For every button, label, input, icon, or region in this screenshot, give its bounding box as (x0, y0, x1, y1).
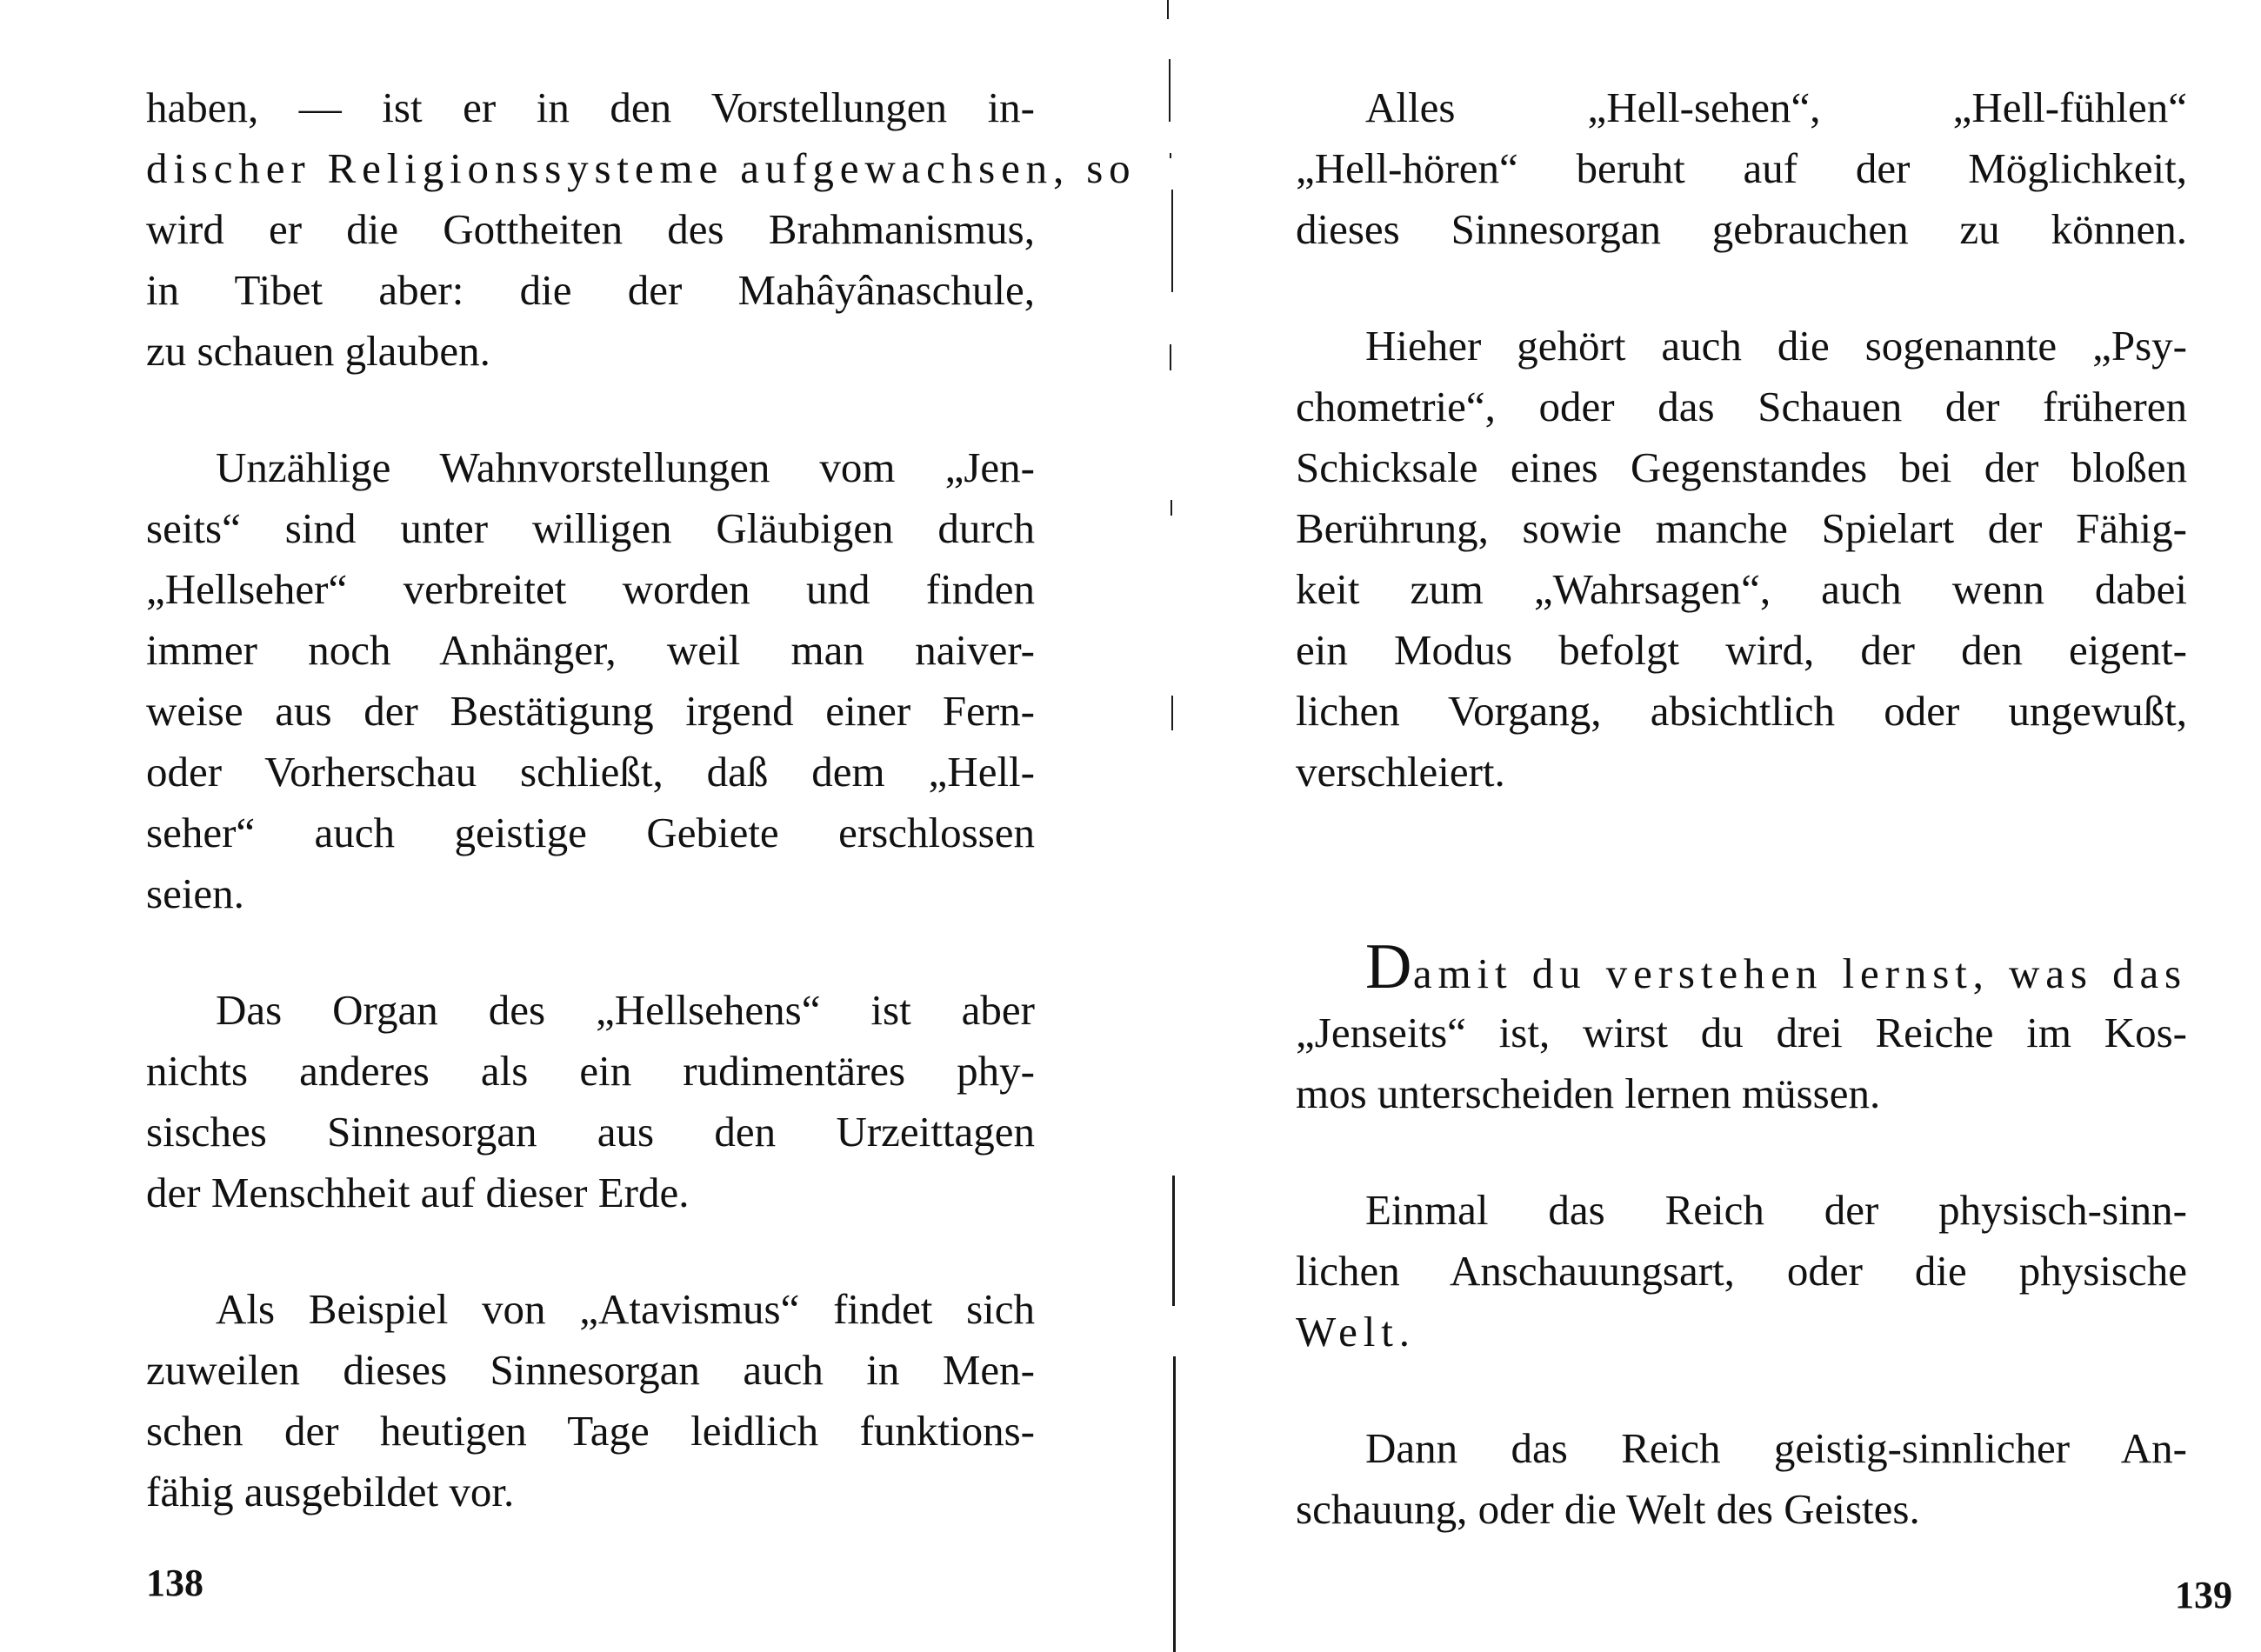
text-line: wird er die Gottheiten des Brahmanismus, (146, 205, 1035, 253)
text-line: zu schauen glauben. (146, 327, 490, 375)
text-line: seher“ auch geistige Gebiete erschlossen (146, 809, 1035, 856)
text-line: sisches Sinnesorgan aus den Urzeittagen (146, 1108, 1035, 1156)
text-line: discher Religionssysteme aufgewachsen, so (146, 144, 1137, 192)
text-line: mos unterscheiden lernen müssen. (1296, 1069, 1881, 1117)
text-line: haben, — ist er in den Vorstellungen in- (146, 83, 1035, 131)
text-line: nichts anderes als ein rudimentäres phy- (146, 1047, 1035, 1095)
text-line: chometrie“, oder das Schauen der früheren (1296, 383, 2187, 430)
page-number: 139 (2175, 1574, 2232, 1616)
text-line: schauung, oder die Welt des Geistes. (1296, 1485, 1920, 1533)
text-line: der Menschheit auf dieser Erde. (146, 1169, 690, 1216)
text-line: schen der heutigen Tage leidlich funktions- (146, 1407, 1035, 1455)
text-line: „Hellseher“ verbreitet worden und finden (146, 565, 1035, 613)
right-page (1170, 0, 2261, 1652)
text-line: Das Organ des „Hellsehens“ ist aber (216, 986, 1035, 1034)
page-number: 138 (146, 1562, 203, 1604)
text-line: „Jenseits“ ist, wirst du drei Reiche im Kos- (1296, 1009, 2187, 1056)
text-line: Dann das Reich geistig-sinnlicher An- (1365, 1424, 2187, 1472)
text-line: Als Beispiel von „Atavismus“ findet sich (216, 1285, 1035, 1333)
text-line: Schicksale eines Gegenstandes bei der bloßen (1296, 443, 2187, 491)
text-line: Unzählige Wahnvorstellungen vom „Jen- (216, 443, 1035, 491)
text-line: Alles „Hell-sehen“, „Hell-fühlen“ (1365, 83, 2187, 131)
text-line: Welt. (1296, 1308, 1416, 1356)
text-line: dieses Sinnesorgan gebrauchen zu können. (1296, 205, 2187, 253)
drop-cap: D (1365, 931, 1413, 1003)
text-line: seien. (146, 869, 244, 917)
text-line: Hieher gehört auch die sogenannte „Psy- (1365, 322, 2187, 370)
text-line: weise aus der Bestätigung irgend einer Fern- (146, 687, 1035, 735)
text-line: ein Modus befolgt wird, der den eigent- (1296, 626, 2187, 674)
text-line: lichen Vorgang, absichtlich oder ungewußt, (1296, 687, 2187, 735)
text-line: immer noch Anhänger, weil man naiver- (146, 626, 1035, 674)
text-line: seits“ sind unter willigen Gläubigen durch (146, 504, 1035, 552)
text-line: oder Vorherschau schließt, daß dem „Hell- (146, 748, 1035, 796)
text-line: keit zum „Wahrsagen“, auch wenn dabei (1296, 565, 2187, 613)
text-line: fähig ausgebildet vor. (146, 1468, 515, 1515)
text-line: Damit du verstehen lernst, was das (1365, 931, 2187, 1003)
text-line: zuweilen dieses Sinnesorgan auch in Men- (146, 1346, 1035, 1394)
text-line: „Hell-hören“ beruht auf der Möglichkeit, (1296, 144, 2187, 192)
text-line: lichen Anschauungsart, oder die physische (1296, 1247, 2187, 1295)
text-line: in Tibet aber: die der Mahâyânaschule, (146, 266, 1035, 314)
text-line: Einmal das Reich der physisch-sinn- (1365, 1186, 2187, 1234)
text-line: Berührung, sowie manche Spielart der Fähig- (1296, 504, 2187, 552)
text-line: verschleiert. (1296, 748, 1505, 796)
